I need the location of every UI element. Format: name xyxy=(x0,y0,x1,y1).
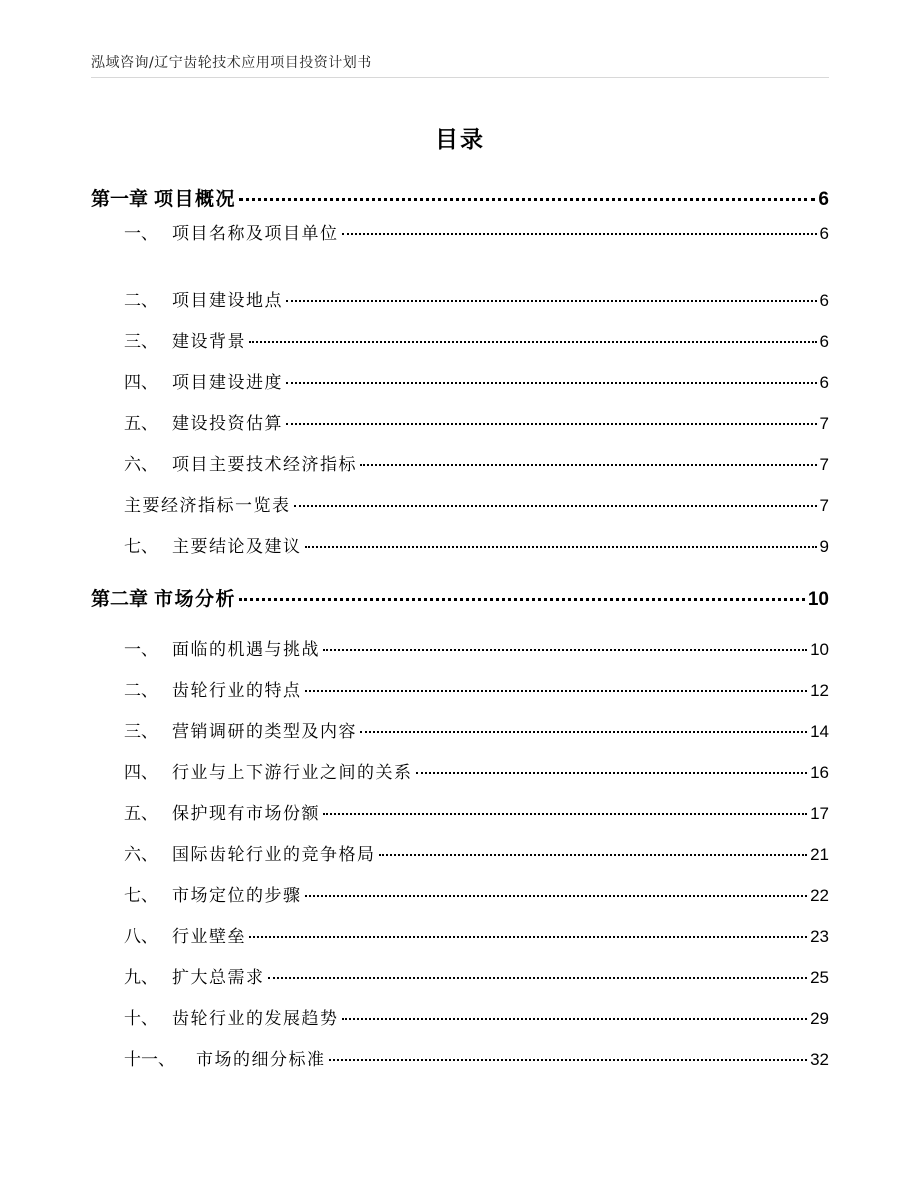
section-title: 主要结论及建议 xyxy=(172,537,302,557)
dot-leader xyxy=(286,300,817,302)
dot-leader xyxy=(239,198,815,201)
toc-entry[interactable] xyxy=(91,922,829,947)
dot-leader xyxy=(379,854,808,856)
section-title: 项目建设地点 xyxy=(172,291,283,311)
section-number: 八、 xyxy=(124,927,158,947)
chapter-title: 项目概况 xyxy=(154,188,237,210)
section-title: 行业壁垒 xyxy=(172,927,246,947)
page-number: 6 xyxy=(819,291,829,310)
section-number: 六、 xyxy=(124,455,158,475)
toc-chapter-2[interactable] xyxy=(91,584,829,611)
page-title: 目录 xyxy=(435,127,485,153)
page-number: 9 xyxy=(819,537,829,556)
header-divider xyxy=(91,77,829,78)
page-number: 22 xyxy=(810,886,829,905)
dot-leader xyxy=(416,772,808,774)
page-number: 16 xyxy=(810,763,829,782)
section-title: 营销调研的类型及内容 xyxy=(172,722,357,742)
toc-chapter-1[interactable] xyxy=(91,184,829,211)
section-title: 建设投资估算 xyxy=(172,414,283,434)
section-number: 三、 xyxy=(124,332,158,352)
section-title: 主要经济指标一览表 xyxy=(124,496,291,516)
dot-leader xyxy=(323,649,807,651)
page-number: 6 xyxy=(819,332,829,351)
toc-entry[interactable] xyxy=(91,1045,829,1070)
toc-entry[interactable] xyxy=(91,1004,829,1029)
section-title: 项目名称及项目单位 xyxy=(172,224,339,244)
dot-leader xyxy=(286,382,817,384)
page-number: 12 xyxy=(810,681,829,700)
toc-entry[interactable] xyxy=(91,286,829,311)
section-number: 四、 xyxy=(124,763,158,783)
toc-entry[interactable] xyxy=(91,219,829,244)
toc-entry[interactable] xyxy=(91,963,829,988)
toc-entry[interactable] xyxy=(91,717,829,742)
section-title: 市场定位的步骤 xyxy=(172,886,302,906)
section-number: 十、 xyxy=(124,1009,158,1029)
section-title: 项目建设进度 xyxy=(172,373,283,393)
section-title: 行业与上下游行业之间的关系 xyxy=(172,763,413,783)
page-number: 29 xyxy=(810,1009,829,1028)
page-number: 10 xyxy=(810,640,829,659)
page-number: 21 xyxy=(810,845,829,864)
page-number: 10 xyxy=(807,589,829,610)
chapter-title: 市场分析 xyxy=(154,588,237,610)
section-title: 齿轮行业的发展趋势 xyxy=(172,1009,339,1029)
page-number: 6 xyxy=(818,189,829,210)
chapter-number: 第二章 xyxy=(91,588,149,610)
page-number: 6 xyxy=(819,373,829,392)
dot-leader xyxy=(323,813,807,815)
section-number: 二、 xyxy=(124,291,158,311)
dot-leader xyxy=(342,1018,808,1020)
section-title: 面临的机遇与挑战 xyxy=(172,640,320,660)
dot-leader xyxy=(305,690,808,692)
section-number: 九、 xyxy=(124,968,158,988)
section-number: 十一、 xyxy=(124,1050,175,1070)
page-number: 6 xyxy=(819,224,829,243)
toc-entry[interactable] xyxy=(91,409,829,434)
toc-entry[interactable] xyxy=(91,799,829,824)
dot-leader xyxy=(360,731,807,733)
page-number: 23 xyxy=(810,927,829,946)
page-number: 17 xyxy=(810,804,829,823)
section-number: 四、 xyxy=(124,373,158,393)
section-title: 国际齿轮行业的竞争格局 xyxy=(172,845,376,865)
dot-leader xyxy=(268,977,808,979)
section-number: 五、 xyxy=(124,804,158,824)
dot-leader xyxy=(329,1059,808,1061)
section-number: 六、 xyxy=(124,845,158,865)
toc-entry[interactable] xyxy=(91,327,829,352)
page-number: 7 xyxy=(819,496,829,515)
dot-leader xyxy=(249,341,817,343)
toc-entry[interactable] xyxy=(91,491,829,516)
section-number: 二、 xyxy=(124,681,158,701)
section-number: 一、 xyxy=(124,640,158,660)
section-number: 一、 xyxy=(124,224,158,244)
section-title: 项目主要技术经济指标 xyxy=(172,455,357,475)
dot-leader xyxy=(294,505,817,507)
section-number: 五、 xyxy=(124,414,158,434)
toc-entry[interactable] xyxy=(91,676,829,701)
section-number: 三、 xyxy=(124,722,158,742)
section-number: 七、 xyxy=(124,537,158,557)
toc-entry[interactable] xyxy=(91,881,829,906)
toc-entry[interactable] xyxy=(91,368,829,393)
chapter-number: 第一章 xyxy=(91,188,149,210)
page-number: 25 xyxy=(810,968,829,987)
dot-leader xyxy=(360,464,817,466)
dot-leader xyxy=(239,598,805,601)
toc-entry[interactable] xyxy=(91,450,829,475)
toc-entry[interactable] xyxy=(91,532,829,557)
dot-leader xyxy=(342,233,817,235)
page-number: 14 xyxy=(810,722,829,741)
dot-leader xyxy=(305,895,808,897)
toc-entry[interactable] xyxy=(91,840,829,865)
toc-entry[interactable] xyxy=(91,758,829,783)
section-title: 扩大总需求 xyxy=(172,968,265,988)
toc-entry[interactable] xyxy=(91,635,829,660)
dot-leader xyxy=(286,423,817,425)
running-header: 泓域咨询/辽宁齿轮技术应用项目投资计划书 xyxy=(91,55,372,71)
section-number: 七、 xyxy=(124,886,158,906)
section-title: 市场的细分标准 xyxy=(196,1050,326,1070)
dot-leader xyxy=(249,936,807,938)
page-number: 7 xyxy=(819,455,829,474)
section-title: 保护现有市场份额 xyxy=(172,804,320,824)
page-number: 7 xyxy=(819,414,829,433)
page-number: 32 xyxy=(810,1050,829,1069)
section-title: 建设背景 xyxy=(172,332,246,352)
dot-leader xyxy=(305,546,817,548)
section-title: 齿轮行业的特点 xyxy=(172,681,302,701)
